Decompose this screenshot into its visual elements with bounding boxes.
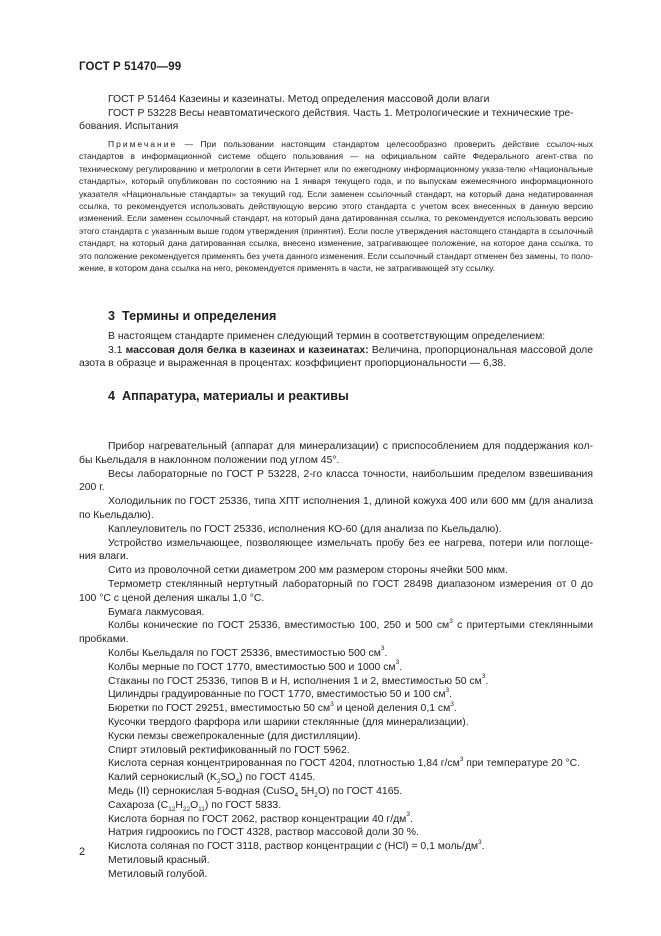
list-item: Натрия гидроокись по ГОСТ 4328, раствор массовой доли 30 %.	[108, 827, 419, 839]
list-item: Калий сернокислый $(K_2SO_4)$ по ГОСТ 4145.	[108, 772, 316, 786]
list-item: Куски пемзы свежепрокаленные (для дистилляции).	[108, 730, 361, 742]
list-item: Колбы мерные по ГОСТ 1770, вместимостью 500 и 1000 $см^3$.	[108, 659, 403, 673]
reference-item: ГОСТ Р 53228 Весы неавтоматического действия. Часть 1. Метрологические и технические тре-бования. Испытания	[79, 107, 574, 133]
list-item: Холодильник по ГОСТ 25336, типа ХПТ исполнения 1, длиной кожуха 400 или 600 мм (для анализа по Кьельдалю).	[79, 496, 593, 521]
term-name: массовая доля белка в казеинах и казеинатах:	[125, 344, 369, 356]
list-item: Кусочки твердого фарфора или шарики стеклянные (для минерализации).	[108, 716, 469, 728]
list-item: Устройство измельчающее, позволяющее измельчать пробу без ее нагрева, потери или поглоще-ния влаги.	[79, 537, 593, 563]
list-item: Кислота борная по ГОСТ 2062, раствор концентрации 40 $г/дм^3$.	[108, 811, 413, 825]
section-4-heading	[108, 389, 349, 403]
list-item: Прибор нагревательный (аппарат для минерализации) с приспособлением для поддержания кол-бы Кьельдаля в наклонном положении под углом 45°.	[79, 441, 593, 466]
note-label: Примечание	[108, 139, 178, 149]
section-3-heading	[108, 309, 276, 323]
list-item: Каплеуловитель по ГОСТ 25336, исполнения КО-60 (для анализа по Кьельдалю).	[108, 523, 502, 535]
section-intro: В настоящем стандарте применен следующий термин в соответствующим определением:	[108, 331, 546, 342]
list-item: Спирт этиловый ректификованный по ГОСТ 5962.	[108, 744, 350, 756]
list-item: Цилиндры градуированные по ГОСТ 1770, вместимостью 50 и 100 $см^3$.	[108, 686, 453, 701]
page-number: 2	[79, 846, 86, 858]
list-item: Кислота соляная по ГОСТ 3118, раствор концентрации c (HCl) = 0,1 моль/$дм^3$.	[108, 838, 485, 853]
reference-item: ГОСТ Р 51464 Казеины и казеинаты. Метод определения массовой доли влаги	[108, 94, 490, 105]
section-number: 3	[108, 309, 116, 323]
list-item: Сито из проволочной сетки диаметром 200 мм размером стороны ячейки 500 мкм.	[108, 565, 508, 577]
section-title: Термины и определения	[122, 309, 277, 323]
list-item: Кислота серная концентрированная по ГОСТ 4204, плотностью 1,84 $г/см^3$ при температуре 20 °С.	[108, 755, 581, 770]
section-3-body	[79, 330, 593, 371]
term-text: Величина, пропорциональная массовой доле азота в образце и выраженная в процентах: коэффициент пропорциональности — 6,38.	[79, 344, 594, 370]
equipment-list	[79, 440, 593, 882]
list-item: Весы лабораторные по ГОСТ Р 53228, 2-го класса точности, наибольшим пределом взвешивания 200 г.	[79, 468, 593, 494]
term-number: 3.1	[108, 344, 123, 356]
list-item: Бумага лакмусовая.	[108, 606, 205, 618]
list-item: Стаканы по ГОСТ 25336, типов В и Н, исполнения 1 и 2, вместимостью 50 $см^3$.	[108, 673, 489, 687]
normative-references	[79, 93, 593, 134]
list-item: Метиловый красный.	[108, 854, 210, 866]
note-block	[79, 138, 593, 274]
list-item: Колбы Кьельдаля по ГОСТ 25336, вместимостью 500 $см^3$.	[108, 645, 388, 659]
list-item: Колбы конические по ГОСТ 25336, вместимостью 100, 250 и 500 $см^3$ с притертыми стеклянными пробками.	[79, 617, 593, 646]
section-number: 4	[108, 389, 116, 403]
list-item: Медь (II) сернокислая 5-водная (CuSO$_4$ $5H_2O$) по ГОСТ 4165.	[108, 785, 403, 799]
list-item: Термометр стеклянный нертутный лабораторный по ГОСТ 28498 диапазоном измерения от 0 до 100 °С с ценой деления шкалы 1,0 °С.	[79, 578, 593, 604]
page-header: ГОСТ Р 51470—99	[79, 61, 182, 73]
list-item: Сахароза $(C_{12}H_{22}O_{11})$ по ГОСТ 5833.	[108, 799, 282, 813]
list-item: Бюретки по ГОСТ 29251, вместимостью 50 $см^3$ и ценой деления 0,1 $см^3$.	[108, 700, 457, 715]
note-text: — При пользовании настоящим стандартом целесообразно проверить действие ссылоч-ных стандартов в информационной системе общего пользования — на официальном сайте Федерального агент-ства по техническому регулированию и метрологии в сети Интернет или по ежегодному информационному указа-телю «Национальные стандарты», который опубликован по состоянию на 1 января текущего года, и по выпускам ежемесячного информационного указателя «Национальные стандарты» за текущий год. Если заменен ссылочный стандарт, на который дана недатированная ссылка, то рекомендуется использовать действующую версию этого стандарта с учетом всех внесенных в данную версию изменений. Если заменен ссылочный стандарт, на который дана датированная ссылка, то рекомендуется использовать версию этого стандарта с указанным выше годом утверждения (принятия). Если после утверждения настоящего стандарта в ссылочный стандарт, на который дана датированная ссылка, внесено изменение, затрагивающее положение, на которое дана ссылка, то это положение рекомендуется применять без учета данного изменения. Если ссылочный стандарт отменен без замены, то поло-жение, в котором дана ссылка на него, рекомендуется применять в части, не затрагивающей эту ссылку.	[79, 139, 593, 274]
note-paragraph	[79, 138, 593, 274]
list-item: Метиловый голубой.	[108, 868, 208, 880]
term-definition	[79, 344, 593, 371]
section-title: Аппаратура, материалы и реактивы	[122, 389, 349, 403]
